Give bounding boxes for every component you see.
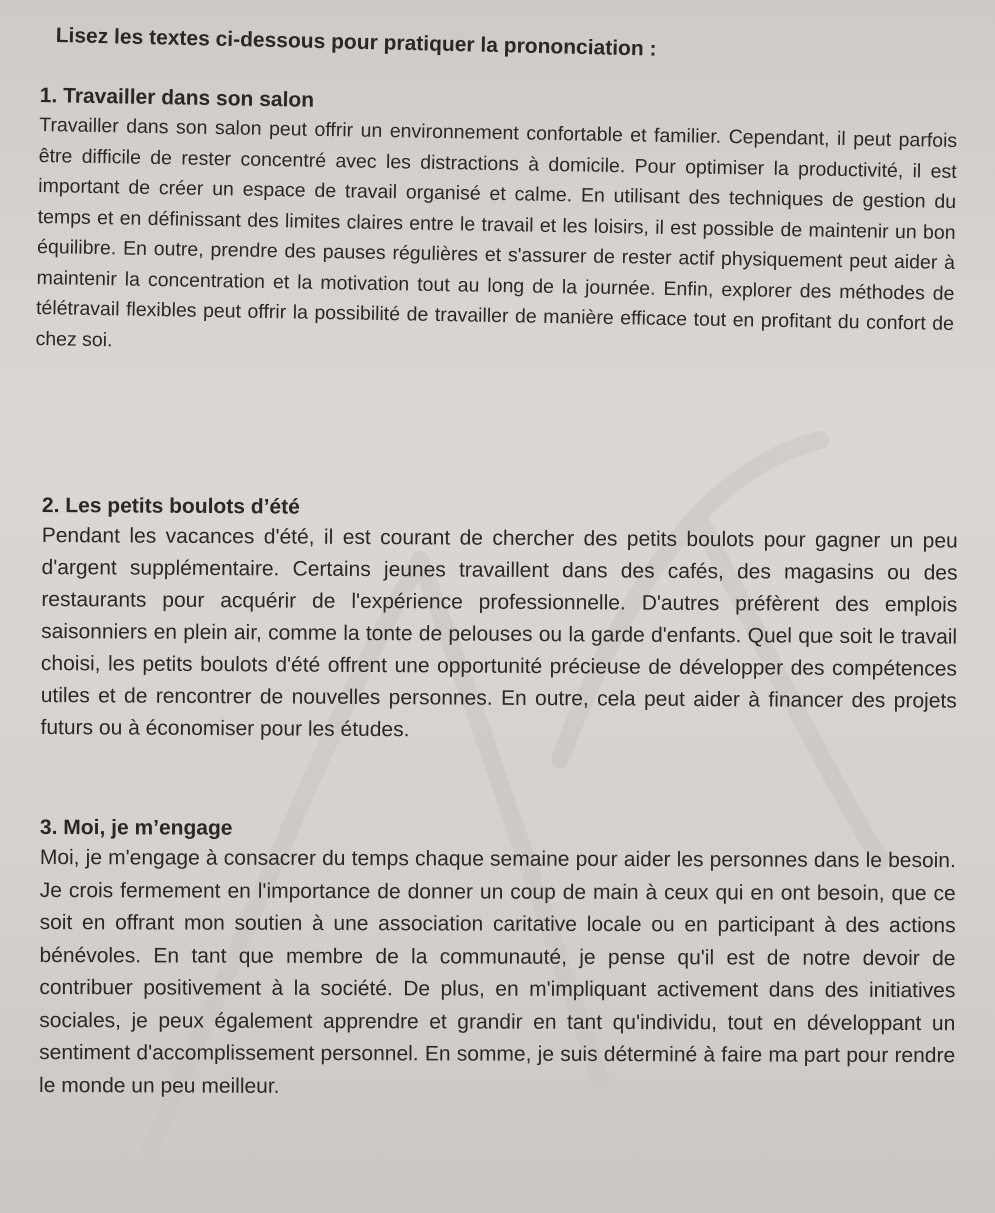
- section-body: Moi, je m'engage à consacrer du temps chaque semaine pour aider les personnes dans le besoin. Je crois fermement en l'importance de donner un coup de main à ceux qui en ont besoin, que ce soit en offrant mon soutien à une association caritative locale ou en participant à des actions bénévoles. En tant que membre de la communauté, je pense qu'il est de notre devoir de contribuer positivement à la société. De plus, en m'impliquant activement dans des initiatives sociales, je peux également apprendre et grandir en tant qu'individu, tout en développant un sentiment d'accomplissement personnel. En somme, je suis déterminé à faire ma part pour rendre le monde un peu meilleur.: [39, 845, 956, 1098]
- section-body: Pendant les vacances d'été, il est courant de chercher des petits boulots pour gagner un peu d'argent supplémentaire. Certains jeunes travaillent dans des cafés, des magasins ou des restaurants pour acquérir de l'expérience professionnelle. D'autres préfèrent des emplois saisonniers en plein air, comme la tonte de pelouses ou la garde d'enfants. Quel que soit le travail choisi, les petits boulots d'été offrent une opportunité précieuse de développer des compétences utiles et de rencontrer de nouvelles personnes. En outre, cela peut aider à financer des projets futurs ou à économiser pour les études.: [40, 523, 958, 742]
- section-travailler-dans-son-salon: [35, 84, 958, 370]
- section-moi-je-m-engage: [39, 816, 956, 1105]
- section-title: 3. Moi, je m’engage: [39, 816, 233, 840]
- section-petits-boulots: [40, 494, 958, 750]
- section-body: Travailler dans son salon peut offrir un environnement confortable et familier. Cependant, il peut parfois être difficile de rester concentré avec les distractions à domicile. Pour optimiser la productivité, il est important de créer un espace de travail organisé et calme. En utilisant des techniques de gestion du temps et en définissant des limites claires entre le travail et les loisirs, il est possible de maintenir un bon équilibre. En outre, prendre des pauses régulières et s'assurer de rester actif physiquement peut aider à maintenir la concentration et la motivation tout au long de la journée. Enfin, explorer des méthodes de télétravail flexibles peut offrir la possibilité de travailler de manière efficace tout en profitant du confort de chez soi.: [35, 113, 958, 351]
- section-title: 2. Les petits boulots d’été: [41, 494, 300, 519]
- instruction-heading: Lisez les textes ci-dessous pour pratiquer la prononciation :: [55, 24, 657, 61]
- section-title: 1. Travailler dans son salon: [39, 84, 315, 112]
